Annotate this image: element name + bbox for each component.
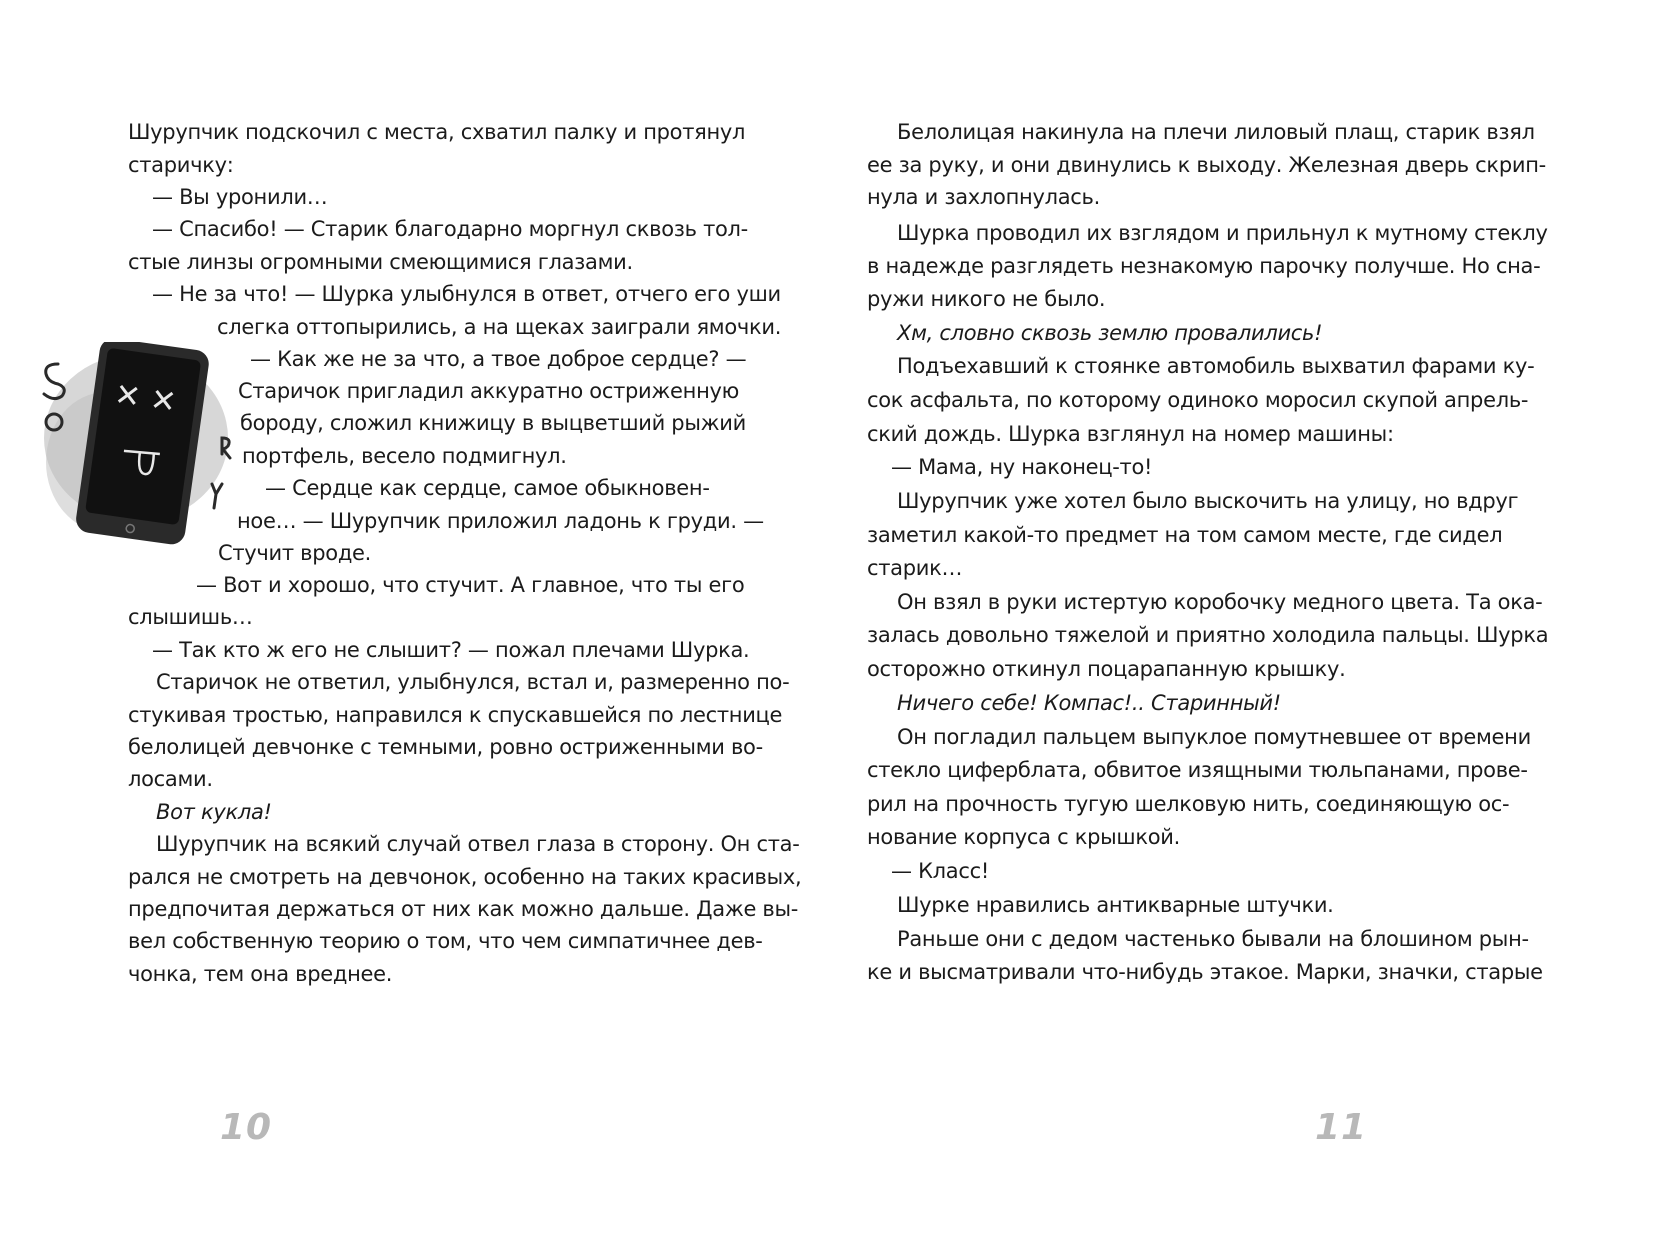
text-line: чонка, тем она вреднее. [128,962,393,986]
text-line-italic: Хм, словно сквозь землю провалились! [897,321,1323,345]
text-line: в надежде разглядеть незнакомую парочку получше. Но сна- [867,254,1541,278]
text-line: осторожно откинул поцарапанную крышку. [867,657,1346,681]
text-line: Старичок не ответил, улыбнулся, встал и, размеренно по- [156,670,790,694]
text-line-italic: Ничего себе! Компас!.. Старинный! [897,691,1281,715]
text-line: сок асфальта, по которому одиноко моросил скупой апрель- [867,388,1529,412]
text-line: — Не за что! — Шурка улыбнулся в ответ, отчего его уши [152,282,781,306]
text-line: белолицей девчонке с темными, ровно остриженными во- [128,735,763,759]
text-line: слегка оттопырились, а на щеках заиграли ямочки. [217,315,782,339]
text-line: ружи никого не было. [867,287,1106,311]
text-line: Шурке нравились антикварные штучки. [897,893,1334,917]
text-line: ее за руку, и они двинулись к выходу. Железная дверь скрип- [867,153,1546,177]
text-line: слышишь… [128,605,253,629]
text-line: Подъехавший к стоянке автомобиль выхватил фарами ку- [897,354,1535,378]
text-line: стукивая тростью, направился к спускавшейся по лестнице [128,703,783,727]
text-line: — Спасибо! — Старик благодарно моргнул сквозь тол- [152,217,748,241]
text-line: вел собственную теорию о том, что чем симпатичнее дев- [128,929,763,953]
text-line: Белолицая накинула на плечи лиловый плащ, старик взял [897,120,1535,144]
text-line: Он погладил пальцем выпуклое помутневшее от времени [897,725,1531,749]
text-line: — Так кто ж его не слышит? — пожал плечами Шурка. [152,638,750,662]
text-line: стекло циферблата, обвитое изящными тюльпанами, прове- [867,758,1528,782]
right-page [827,0,1654,1241]
text-line: старик… [867,556,963,580]
text-line: ский дождь. Шурка взглянул на номер машины: [867,422,1394,446]
text-line: предпочитая держаться от них как можно дальше. Даже вы- [128,897,799,921]
text-line: Стучит вроде. [218,541,372,565]
text-line: Раньше они с дедом частенько бывали на блошином рын- [897,927,1529,951]
smartphone-sad-face-icon [36,342,232,566]
page-number: 11 [1315,1107,1368,1148]
text-line-italic: Вот кукла! [156,800,272,824]
text-line: Старичок пригладил аккуратно остриженную [238,379,740,403]
text-line: рался не смотреть на девчонок, особенно на таких красивых, [128,865,802,889]
text-line: бороду, сложил книжицу в выцветший рыжий [240,411,746,435]
text-line: залась довольно тяжелой и приятно холодила пальцы. Шурка [867,623,1549,647]
text-line: ке и высматривали что-нибудь этакое. Марки, значки, старые [867,960,1543,984]
text-line: старичку: [128,153,234,177]
text-line: ное… — Шурупчик приложил ладонь к груди. — [237,509,764,533]
text-line: стые линзы огромными смеющимися глазами. [128,250,633,274]
text-line: заметил какой-то предмет на том самом месте, где сидел [867,523,1503,547]
text-line: нула и захлопнулась. [867,185,1100,209]
text-line: Шурупчик уже хотел было выскочить на улицу, но вдруг [897,489,1519,513]
text-line: Шурка проводил их взглядом и прильнул к мутному стеклу [897,221,1548,245]
text-line: — Мама, ну наконец-то! [891,455,1153,479]
text-line: Шурупчик подскочил с места, схватил палку и протянул [128,120,746,144]
text-line: — Сердце как сердце, самое обыкновен- [265,476,710,500]
text-line: Шурупчик на всякий случай отвел глаза в сторону. Он ста- [156,832,800,856]
text-line: лосами. [128,767,213,791]
text-line: — Вы уронили… [152,185,328,209]
text-line: портфель, весело подмигнул. [242,444,567,468]
text-line: нование корпуса с крышкой. [867,825,1180,849]
text-line: — Как же не за что, а твое доброе сердце? — [250,347,747,371]
page-number: 10 [220,1107,273,1148]
illustration [36,342,232,566]
text-line: рил на прочность тугую шелковую нить, соединяющую ос- [867,792,1510,816]
text-line: Он взял в руки истертую коробочку медного цвета. Та ока- [897,590,1543,614]
text-line: — Вот и хорошо, что стучит. А главное, что ты его [196,573,745,597]
text-line: — Класс! [891,859,989,883]
